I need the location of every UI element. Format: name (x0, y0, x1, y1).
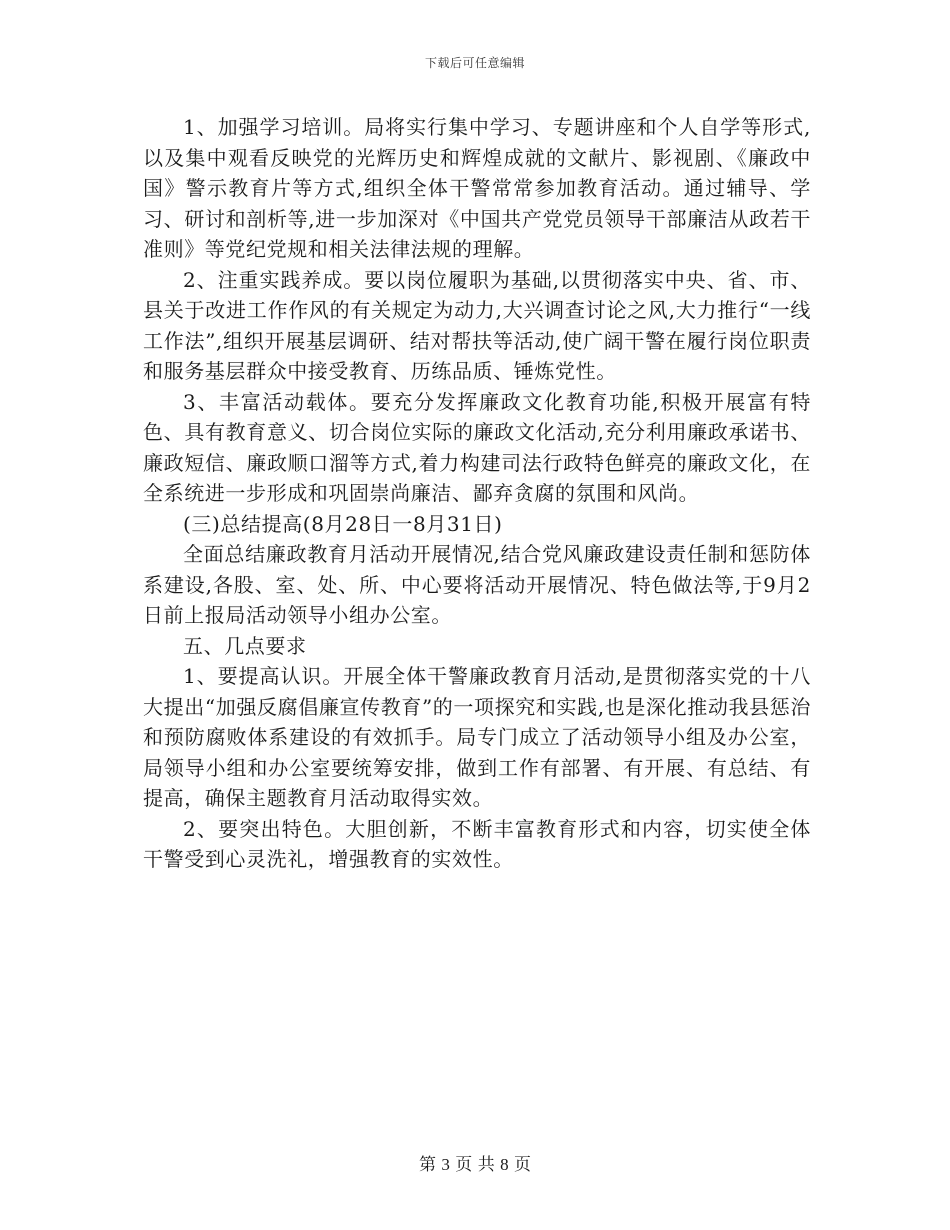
paragraph-summary: 全面总结廉政教育月活动开展情况,结合党风廉政建设责任制和惩防体系建设,各股、室、处、所、中心要将活动开展情况、特色做法等,于9月2日前上报局活动领导小组办公室。 (143, 542, 811, 627)
paragraph-activities: 3、丰富活动载体。要充分发挥廉政文化教育功能,积极开展富有特色、具有教育意义、切合岗位实际的廉政文化活动,充分利用廉政承诺书、廉政短信、廉政顺口溜等方式,着力构建司法行政特色鲜亮的廉政文化，在全系统进一步形成和巩固崇尚廉洁、鄙弃贪腐的氛围和风尚。 (143, 389, 811, 505)
total-pages-number: 8 (500, 1155, 509, 1174)
paragraph-awareness: 1、要提高认识。开展全体干警廉政教育月活动,是贯彻落实党的十八大提出“加强反腐倡廉宣传教育”的一项探究和实践,也是深化推动我县惩治和预防腐败体系建设的有效抓手。局专门成立了活动领导小组及办公室，局领导小组和办公室要统筹安排，做到工作有部署、有开展、有总结、有提高，确保主题教育月活动取得实效。 (143, 664, 811, 810)
paragraph-study-training: 1、加强学习培训。局将实行集中学习、专题讲座和个人自学等形式,以及集中观看反映党的光辉历史和辉煌成就的文献片、影视剧、《廉政中国》警示教育片等方式,组织全体干警常常参加教育活动。通过辅导、学习、研讨和剖析等,进一步加深对《中国共产党党员领导干部廉洁从政若干准则》等党纪党规和相关法律法规的理解。 (143, 115, 811, 261)
paragraph-features: 2、要突出特色。大胆创新，不断丰富教育形式和内容，切实使全体干警受到心灵洗礼，增强教育的实效性。 (143, 816, 811, 871)
current-page-number: 3 (441, 1155, 450, 1174)
footer-suffix: 页 (514, 1155, 532, 1175)
section-heading-requirements: 五、几点要求 (183, 633, 307, 658)
document-body (143, 112, 811, 875)
footer-prefix: 第 (418, 1155, 436, 1175)
page-footer (0, 1150, 950, 1175)
page-header: 下载后可任意编辑 (424, 56, 525, 70)
section-heading-summary: (三)总结提高(8月28日一8月31日) (183, 511, 503, 536)
footer-middle: 页 共 (455, 1155, 495, 1175)
paragraph-practice: 2、注重实践养成。要以岗位履职为基础,以贯彻落实中央、省、市、县关于改进工作作风的有关规定为动力,大兴调查讨论之风,大力推行“一线工作法”,组织开展基层调研、结对帮扶等活动,使广阔干警在履行岗位职责和服务基层群众中接受教育、历练品质、锤炼党性。 (143, 267, 811, 383)
